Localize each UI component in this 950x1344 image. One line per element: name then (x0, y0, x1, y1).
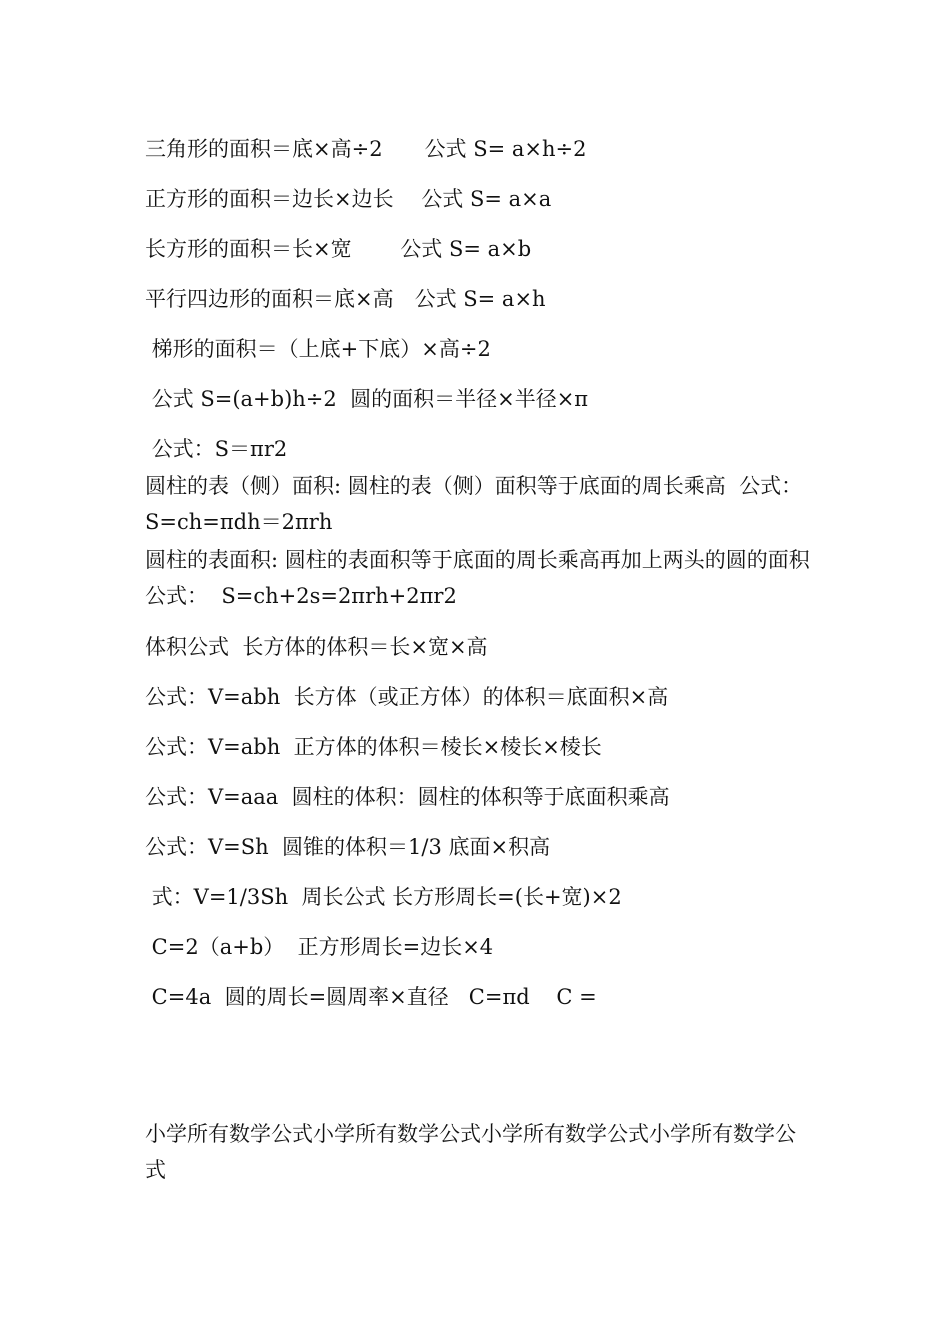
formula-line-perimeter-square: C=2（a+b） 正方形周长=边长×4 (145, 935, 494, 959)
formula-paragraph-cylinder-lateral: 圆柱的表（侧）面积: 圆柱的表（侧）面积等于底面的周长乘高 公式：S=ch=πdh＝2πrh (145, 474, 803, 534)
formula-line-triangle: 三角形的面积＝底×高÷2 公式 S= a×h÷2 (145, 137, 587, 161)
formula-line-parallelogram: 平行四边形的面积＝底×高 公式 S= a×h (145, 287, 546, 311)
formula-paragraph-cylinder-surface: 圆柱的表面积: 圆柱的表面积等于底面的周长乘高再加上两头的圆的面积公式： S=ch+2s=2πrh+2πr2 (145, 548, 810, 608)
formula-line-volume-cylinder: 公式：V=aaa 圆柱的体积：圆柱的体积等于底面积乘高 (145, 785, 670, 809)
formula-line-circumference: C=4a 圆的周长=圆周率×直径 C=πd C = (145, 985, 597, 1009)
formula-line-volume-cube-or-cuboid: 公式：V=abh 长方体（或正方体）的体积＝底面积×高 (145, 685, 669, 709)
formula-line-volume-cube: 公式：V=abh 正方体的体积＝棱长×棱长×棱长 (145, 735, 602, 759)
formula-line-volume-cuboid: 体积公式 长方体的体积＝长×宽×高 (145, 635, 488, 659)
formula-line-perimeter-rectangle: 式：V=1/3Sh 周长公式 长方形周长=(长+宽)×2 (145, 885, 622, 909)
formula-line-circle-formula: 公式：S＝πr2 (145, 437, 288, 461)
formula-line-circle-area: 公式 S=(a+b)h÷2 圆的面积＝半径×半径×π (145, 387, 589, 411)
formula-line-volume-cone: 公式：V=Sh 圆锥的体积＝1/3 底面×积高 (145, 835, 551, 859)
formula-line-rectangle: 长方形的面积＝长×宽 公式 S= a×b (145, 237, 532, 261)
formula-line-square: 正方形的面积＝边长×边长 公式 S= a×a (145, 187, 552, 211)
document-footer-text: 小学所有数学公式小学所有数学公式小学所有数学公式小学所有数学公式 (145, 1122, 796, 1182)
formula-line-trapezoid: 梯形的面积＝（上底+下底）×高÷2 (145, 337, 491, 361)
